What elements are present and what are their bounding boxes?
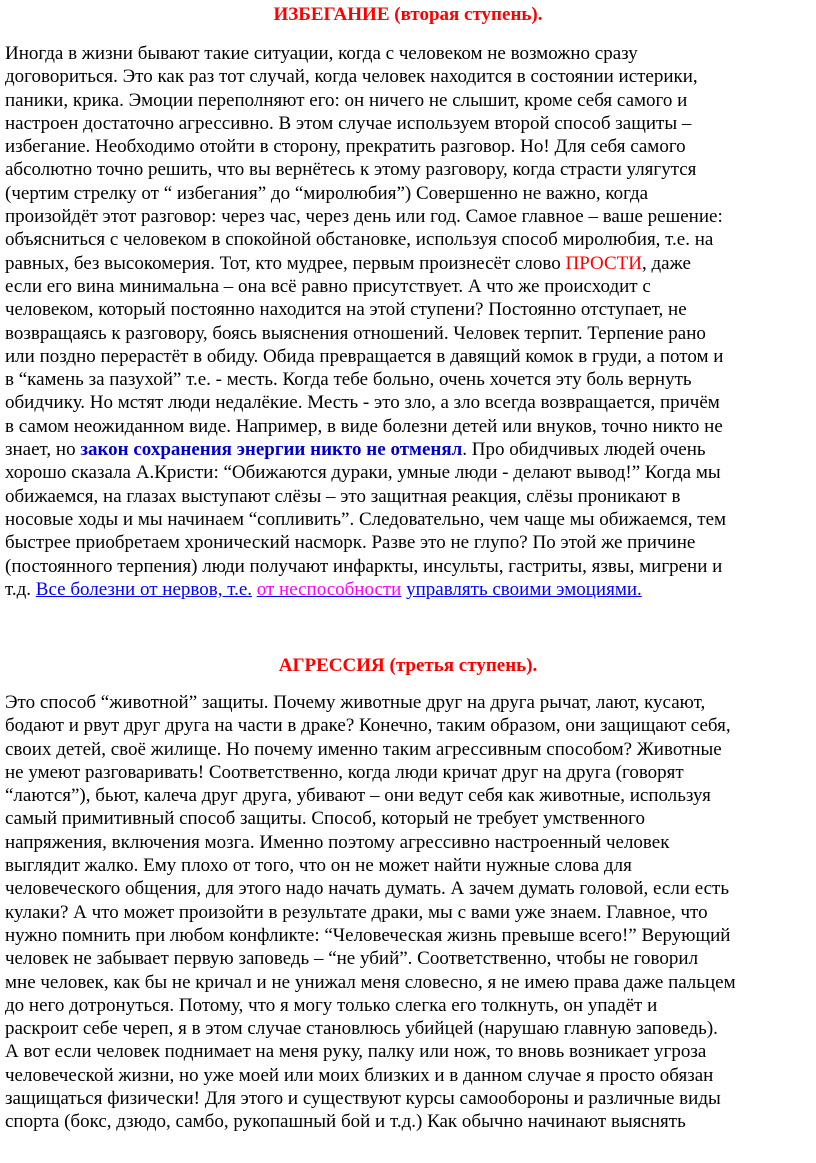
emphasis-energy-law: закон сохранения энергии никто не отменял [80,439,463,461]
paragraph-line: бодают и рвут друг друга на части в драке? Конечно, таким образом, они защищают себя, [5,715,731,737]
line-text: равных, без высокомерия. Тот, кто мудрее, первым произнесёт слово [5,252,566,274]
paragraph-line: раскроит себе череп, я в этом случае становлюсь убийцей (нарушаю главную заповедь). [5,1018,718,1040]
section-1-paragraph [0,42,816,601]
paragraph-line: (постоянного терпения) люди получают инфаркты, инсульты, гастриты, язвы, мигрени и [5,555,723,577]
paragraph-line: паники, крика. Эмоции переполняют его: он ничего не слышит, кроме себя самого и [5,89,688,111]
paragraph-line: (чертим стрелку от “ избегания” до “миролюбия”) Совершенно не важно, когда [5,182,649,204]
paragraph-line: мне человек, как бы не кричал и не унижал меня словесно, я не имею права даже пальцем [5,971,736,993]
paragraph-line: объясниться с человеком в спокойной обстановке, используя способ миролюбия, т.е. на [5,229,714,251]
paragraph-line: не умеют разговаривать! Соответственно, когда люди кричат друг на друга (говорят [5,761,684,783]
paragraph-line: человеческой жизни, но уже моей или моих близких и в данном случае я просто обязан [5,1064,714,1086]
paragraph-line [0,252,816,275]
paragraph-line: хорошо сказала А.Кристи: “Обижаются дураки, умные люди - делают вывод!” Когда мы [5,462,721,484]
section-1-heading-rest: (вторая ступень). [394,4,543,25]
emotions-link[interactable]: управлять своими эмоциями. [406,578,642,600]
paragraph-line: Это способ “животной” защиты. Почему животные друг на друга рычат, лают, кусают, [5,692,706,713]
paragraph-line: самый примитивный способ защиты. Способ, который не требует умственного [5,808,645,830]
paragraph-line: спорта (бокс, дзюдо, самбо, рукопашный бой и т.д.) Как обычно начинают выяснять [5,1111,686,1133]
paragraph-line: нужно помнить при любом конфликте: “Человеческая жизнь превыше всего!” Верующий [5,924,731,946]
paragraph-line: быстрее приобретаем хронический насморк. Разве это не глупо? По этой же причине [5,532,696,554]
paragraph-line: до него дотронуться. Потому, что я могу только слегка его толкнуть, он упадёт и [5,994,658,1016]
paragraph-line: договориться. Это как раз тот случай, когда человек находится в состоянии истерики, [5,66,698,88]
paragraph-line: А вот если человек поднимает на меня руку, палку или нож, то вновь возникает угроза [5,1041,707,1063]
paragraph-line: обижаемся, на глазах выступают слёзы – это защитная реакция, слёзы проникают в [5,485,681,507]
paragraph-line: произойдёт этот разговор: через час, через день или год. Самое главное – ваше решение: [5,206,723,228]
paragraph-line: абсолютно точно решить, что вы вернётесь к этому разговору, когда страсти улягутся [5,159,697,181]
paragraph-line: своих детей, своё жилище. Но почему именно таким агрессивным способом? Животные [5,738,722,760]
section-2-paragraph [0,691,816,1134]
paragraph-line: “лаются”), бьют, калеча друг друга, убивают – они ведут себя как животные, используя [5,785,711,807]
paragraph-line: выглядит жалко. Ему плохо от того, что он не может найти нужные слова для [5,855,632,877]
line-text: знает, но [5,439,81,461]
paragraph-line [0,578,816,601]
paragraph-line: кулаки? А что может произойти в результате драки, мы с вами уже знаем. Главное, что [5,901,708,923]
paragraph-line: человек не забывает первую заповедь – “не убий”. Соответственно, чтобы не говорил [5,948,699,970]
paragraph-line: настроен достаточно агрессивно. В этом случае используем второй способ защиты – [5,112,692,134]
paragraph-line [0,438,816,461]
nerves-link[interactable]: Все болезни от нервов, т.е. [35,578,252,600]
line-text: т.д. [5,578,36,600]
paragraph-line: избегание. Необходимо отойти в сторону, прекратить разговор. Но! Для себя самого [5,136,686,158]
section-1-heading-bold: ИЗБЕГАНИЕ [273,4,390,25]
paragraph-line: в самом неожиданном виде. Например, в виде болезни детей или внуков, точно никто не [5,415,723,437]
paragraph-line: защищаться физически! Для этого и существуют курсы самообороны и различные виды [5,1088,721,1110]
paragraph-line: или поздно перерастёт в обиду. Обида превращается в давящий комок в груди, а потом и [5,345,724,367]
section-2-heading: АГРЕССИЯ (третья ступень). [278,655,538,676]
emphasis-prosti: ПРОСТИ [565,252,642,274]
paragraph-line: обидчику. Но мстят люди недалёкие. Месть - это зло, а зло всегда возвращается, причём [5,392,720,414]
line-text: , даже [642,252,691,274]
paragraph-line: человеческого общения, для этого надо начать думать. А зачем думать головой, если есть [5,878,730,900]
paragraph-line: если его вина минимальна – она всё равно присутствует. А что же происходит с [5,275,651,297]
section-1-heading [0,4,816,26]
paragraph-line: носовые ходы и мы начинаем “сопливить”. Следовательно, чем чаще мы обижаемся, тем [5,508,727,530]
paragraph-line: человеком, который постоянно находится на этой ступени? Постоянно отступает, не [5,299,687,321]
paragraph-line: возвращаясь к разговору, боясь выяснения отношений. Человек терпит. Терпение рано [5,322,706,344]
inability-link[interactable]: от неспособности [256,578,402,600]
line-text: . Про обидчивых людей очень [462,439,706,461]
paragraph-line: Иногда в жизни бывают такие ситуации, когда с человеком не возможно сразу [5,43,638,64]
paragraph-line: в “камень за пазухой” т.е. - месть. Когда тебе больно, очень хочется эту боль вернуть [5,369,692,391]
paragraph-line: напряжения, включения мозга. Именно поэтому агрессивно настроенный человек [5,831,670,853]
